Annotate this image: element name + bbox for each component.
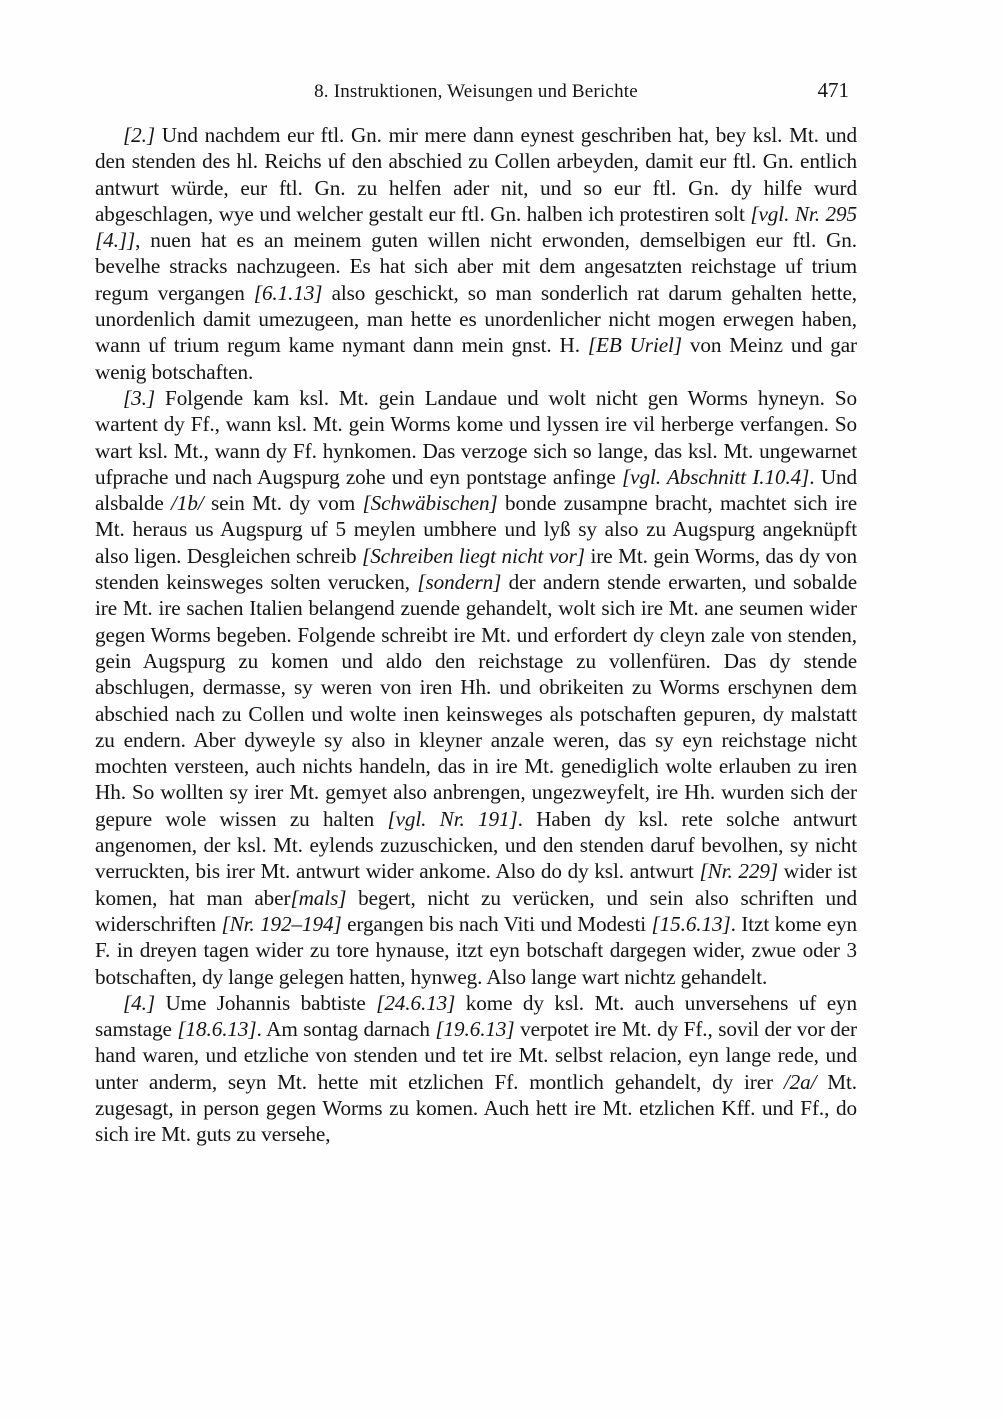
text-run-italic: [Schwäbischen] [362, 491, 498, 516]
text-run: . Am sontag darnach [256, 1017, 436, 1042]
text-run: Ume Johannis babtiste [154, 990, 377, 1015]
text-run-italic: [15.6.13] [651, 911, 731, 936]
text-run-italic: [EB Uriel] [587, 333, 682, 358]
text-run-italic: [Nr. 229] [699, 859, 779, 884]
paragraph [95, 122, 857, 385]
text-run-italic: [Schreiben liegt nicht vor] [362, 543, 585, 568]
text-run-italic: [3.] [123, 385, 155, 410]
text-run-italic: [vgl. Nr. 191] [387, 806, 518, 831]
text-run-italic: [24.6.13] [376, 990, 456, 1015]
text-run-italic: [2.] [123, 123, 155, 147]
paragraph [95, 385, 857, 990]
text-run-italic: [4.] [123, 990, 155, 1015]
text-run: wider ist komen, hat man aber [95, 859, 857, 910]
text-run: ire Mt. gein Worms, das dy von stenden keinsweges solten verucken, [95, 543, 857, 595]
text-run: . Und alsbalde [95, 464, 858, 516]
text-run: kome dy ksl. Mt. auch unversehens uf eyn samstage [95, 990, 857, 1042]
text-run: also geschickt, so man sonderlich rat darum gehalten hette, unordenlich damit umezugeen, man hette es unordenlicher nicht mogen erwegen haben, wann uf trium regum kame nymant dann mein gnst. H. [95, 280, 857, 358]
text-run-italic: /2a/ [783, 1069, 817, 1094]
text-body [95, 122, 857, 1148]
text-run-italic: [19.6.13] [435, 1017, 515, 1042]
text-run-italic: [18.6.13] [177, 1017, 257, 1042]
text-run: sein Mt. dy vom [203, 491, 363, 516]
text-run: ergangen bis nach Viti und Modesti [341, 911, 652, 936]
text-run-italic: [vgl. Abschnitt I.10.4] [622, 464, 810, 489]
text-run: Mt. zugesagt, in person gegen Worms zu komen. Auch hett ire Mt. etzlichen Kff. und Ff., do sich ire Mt. guts zu versehe, [95, 1069, 858, 1147]
text-run: . Haben dy ksl. rete solche antwurt angenomen, der ksl. Mt. eylends zuzuschicken, und den stenden daruf bevolhen, sy nicht verruckten, bis irer Mt. antwurt wider ankome. Also do dy ksl. antwurt [95, 806, 858, 884]
text-run: der andern stende erwarten, und sobalde ire Mt. ire sachen Italien belangend zuende gehandelt, wolt sich ire Mt. ane seumen wider gegen Worms begeben. Folgende schreibt ire Mt. und erfordert dy cleyn zale von stenden, gein Augspurg zu komen und aldo den reichstage zu vollenfüren. Das dy stende abschlugen, dermasse, sy weren von iren Hh. und obrikeiten zu Worms erschynen dem abschied nach zu Collen und wolte inen keinsweges als potschaften gepuren, dy malstatt zu endern. Aber dyweyle sy also in kleyner anzale weren, das sy eyn reichstage nicht mochten versteen, auch nichts handeln, das in ire Mt. genediglich wolte erlauben zu iren Hh. So wollten sy irer Mt. gemyet also anbrengen, ungezweyfelt, ire Hh. wurden sich der gepure wole wissen zu halten [95, 570, 858, 831]
text-run: . Itzt kome eyn F. in dreyen tagen wider zu tore hynause, itzt eyn botschaft dargegen wider, zwue oder 3 botschaften, dy lange gelegen hatten, hynweg. Also lange wart nichtz gehandelt. [95, 911, 858, 989]
text-run: begert, nicht zu verücken, und sein also schriften und widerschriften [95, 885, 857, 936]
text-run: bonde zusampne bracht, machtet sich ire Mt. heraus us Augspurg uf 5 meylen umbhere und lyß sy also zu Augspurg angeknüpft also ligen. Desgleichen schreib [95, 491, 857, 568]
text-run: verpotet ire Mt. dy Ff., sovil der vor der hand waren, und etzliche von stenden und tet ire Mt. selbst relacion, eyn lange rede, und unter anderm, seyn Mt. hette mit etzlichen Ff. montlich gehandelt, dy irer [95, 1017, 857, 1094]
text-run: , nuen hat es an meinem guten willen nicht erwonden, demselbigen eur ftl. Gn. bevelhe stracks nachzugeen. Es hat sich aber mit dem angesatzten reichstage uf trium regum vergangen [95, 228, 857, 305]
section-title: 8. Instruktionen, Weisungen und Berichte [314, 81, 638, 102]
page-number: 471 [817, 78, 849, 102]
text-run: von Meinz und gar wenig botschaften. [95, 333, 857, 384]
text-run: Folgende kam ksl. Mt. gein Landaue und wolt nicht gen Worms hyneyn. So wartent dy Ff., wann ksl. Mt. gein Worms kome und lyssen ire vil herberge verfangen. So wart ksl. Mt., wann dy Ff. hynkomen. Das verzoge sich so lange, das ksl. Mt. ungewarnet ufprache und nach Augspurg zohe und eyn pontstage anfinge [95, 385, 857, 489]
text-run-italic: [sondern] [417, 570, 502, 595]
text-run-italic: /1b/ [171, 491, 204, 516]
paragraph [95, 990, 857, 1148]
text-run-italic: [6.1.13] [253, 280, 323, 305]
text-run-italic: [vgl. Nr. 295 [4.]] [95, 201, 858, 253]
text-run-italic: [mals] [290, 885, 347, 910]
running-head [95, 79, 857, 105]
text-run-italic: [Nr. 192–194] [221, 911, 342, 936]
text-run: Und nachdem eur ftl. Gn. mir mere dann eynest geschriben hat, bey ksl. Mt. und den stenden des hl. Reichs uf den abschied zu Collen arbeyden, damit eur ftl. Gn. entlich antwurt würde, eur ftl. Gn. zu helfen ader nit, und so eur ftl. Gn. dy hilfe wurd abgeschlagen, wye und welcher gestalt eur ftl. Gn. halben ich protestiren solt [95, 123, 857, 226]
